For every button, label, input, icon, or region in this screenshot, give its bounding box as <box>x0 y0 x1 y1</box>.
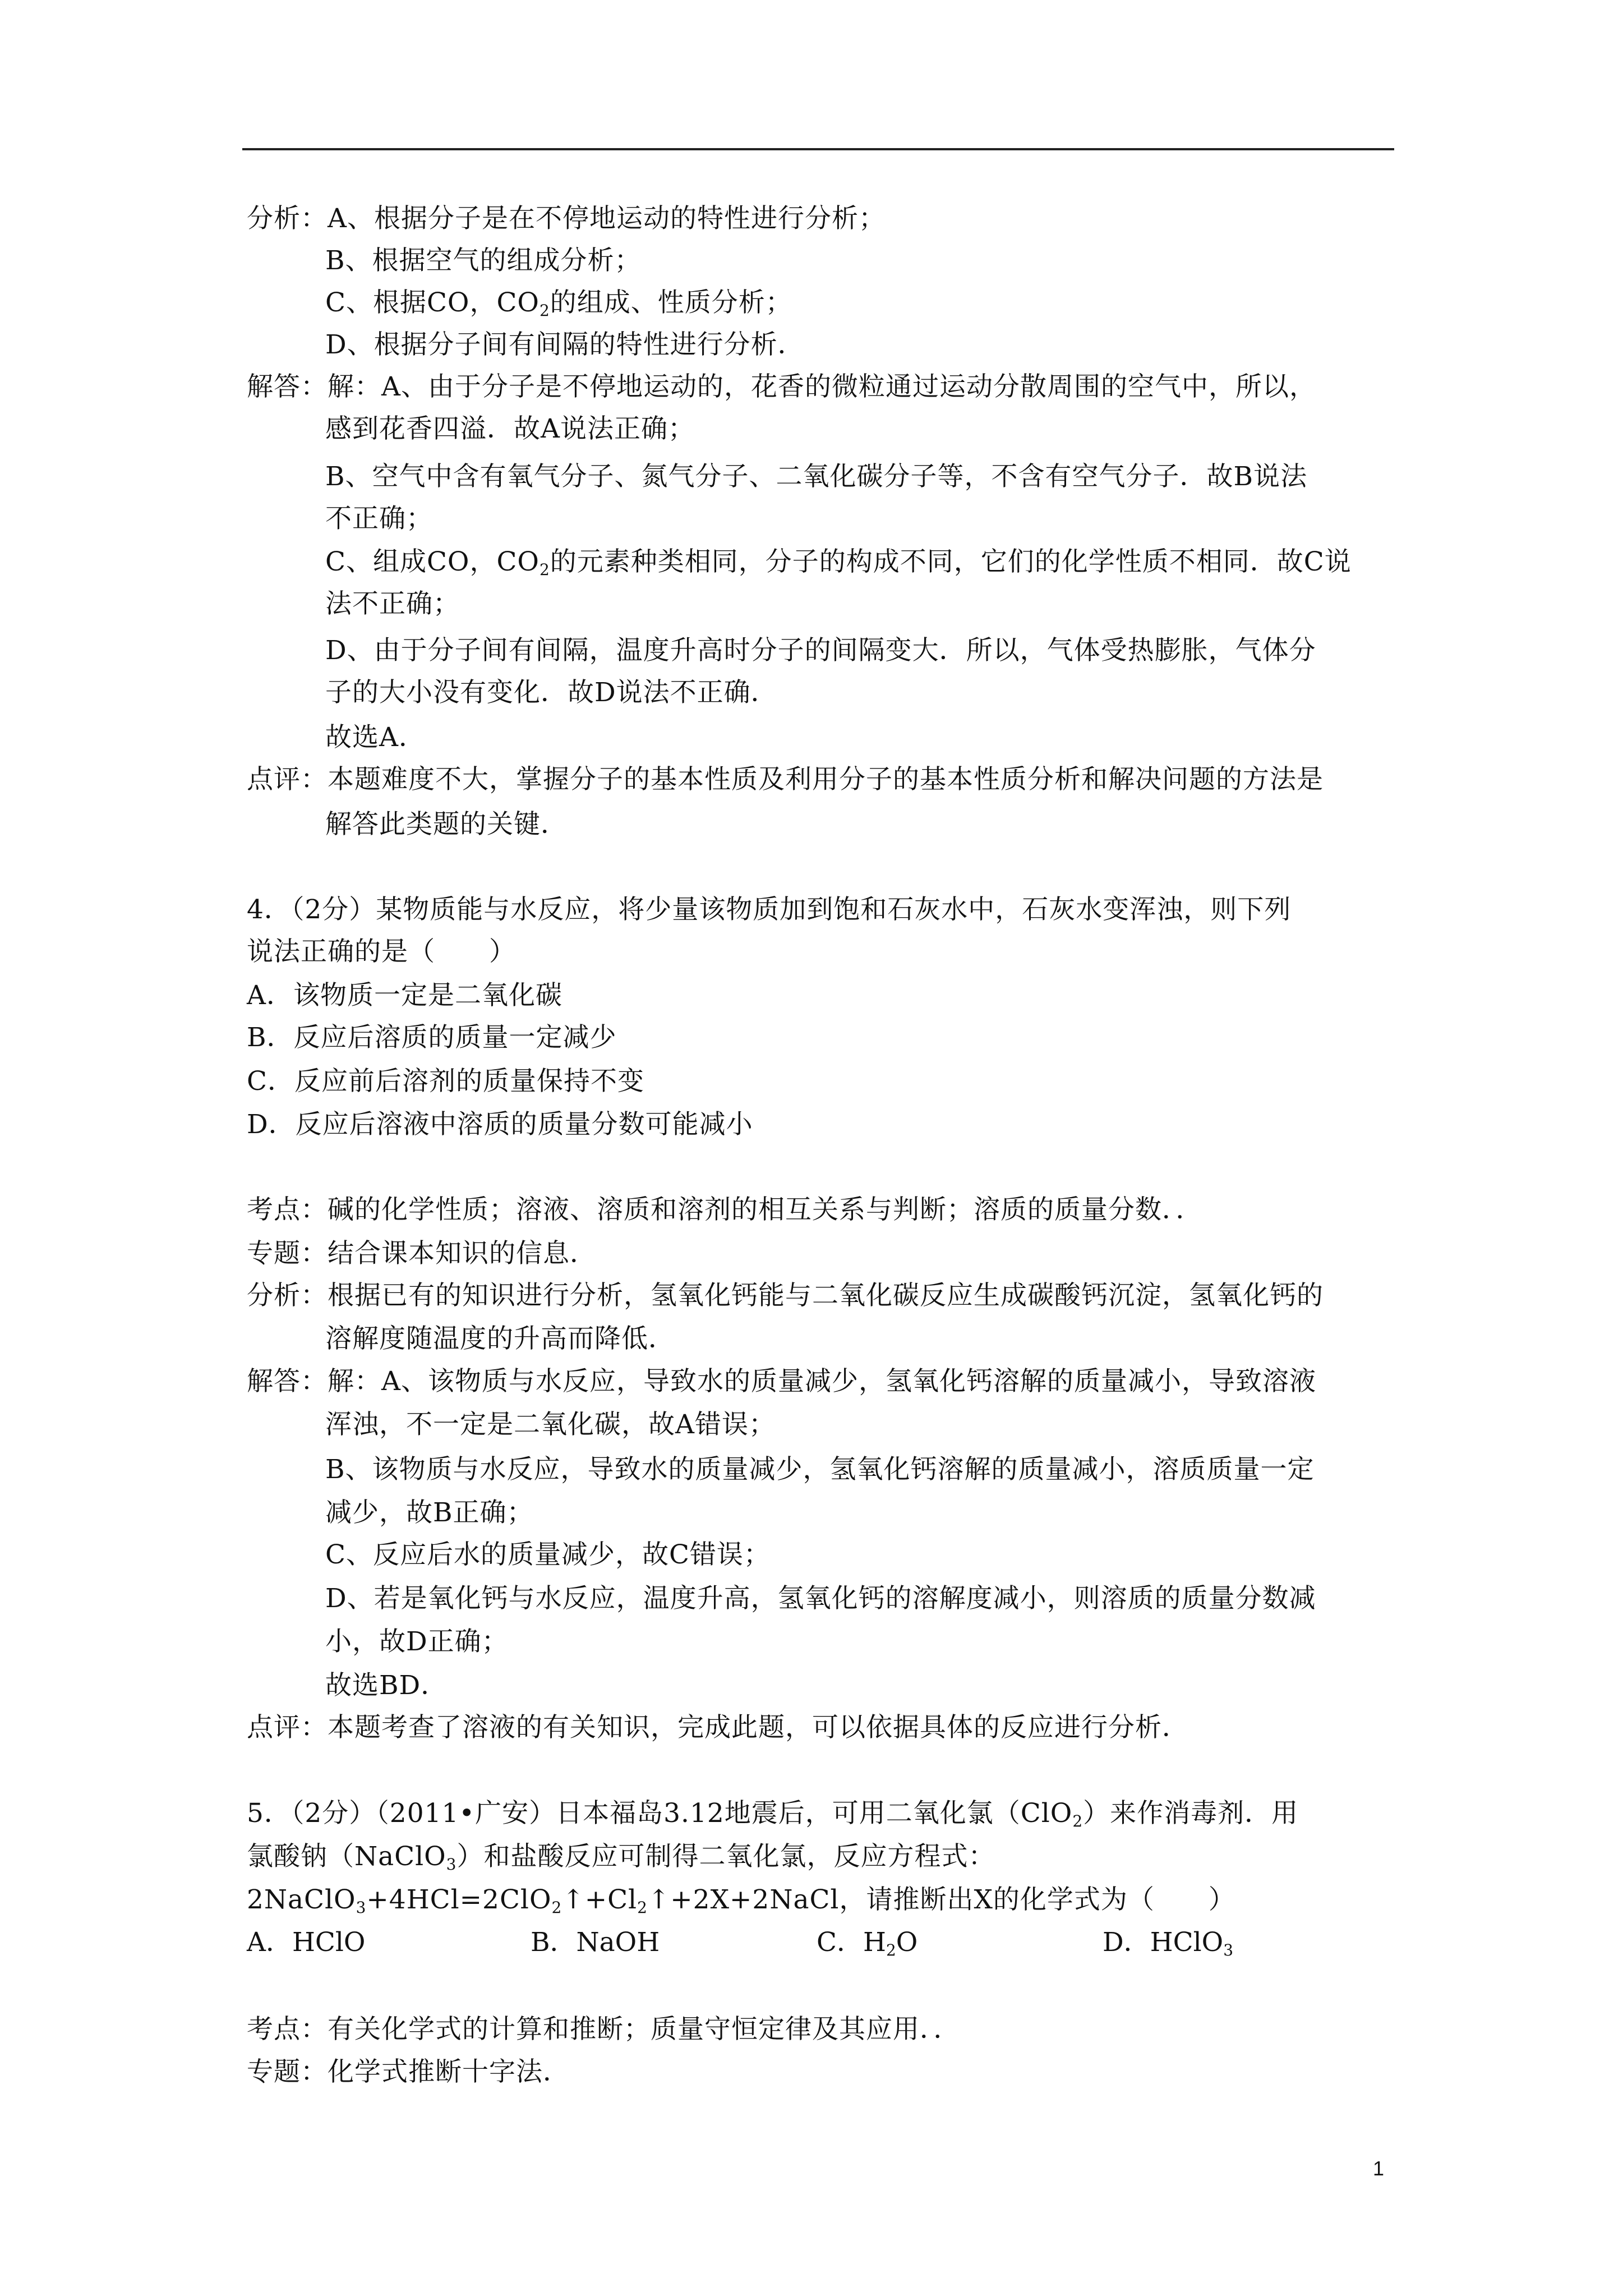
q5-kaodian: 考点：有关化学式的计算和推断；质量守恒定律及其应用．． <box>247 2014 961 2045</box>
q3-analysis-line: C、根据CO，$CO_2$的组成、性质分析； <box>325 287 792 320</box>
q3-solution-line: 法不正确； <box>325 588 460 619</box>
q5-zhuanti: 专题：化学式推断十字法． <box>247 2056 570 2087</box>
q4-analysis-line: 溶解度随温度的升高而降低． <box>325 1323 675 1354</box>
q4-option-a: A．该物质一定是二氧化碳 <box>247 980 562 1011</box>
q4-option-c: C．反应前后溶剂的质量保持不变 <box>247 1066 644 1097</box>
q4-solution-line: D、若是氧化钙与水反应，温度升高，氢氧化钙的溶解度减小，则溶质的质量分数减 <box>325 1583 1316 1614</box>
q4-analysis-line: 分析：根据已有的知识进行分析，氢氧化钙能与二氧化碳反应生成碳酸钙沉淀，氢氧化钙的 <box>247 1280 1324 1311</box>
q3-comment-line: 点评：本题难度不大，掌握分子的基本性质及利用分子的基本性质分析和解决问题的方法是 <box>247 764 1324 795</box>
q3-analysis-line: B、根据空气的组成分析； <box>325 245 642 276</box>
q4-solution-line: 减少，故B正确； <box>325 1497 534 1528</box>
q5-option-d: D．HClO$_3$ <box>1103 1927 1234 1959</box>
q3-solution-line: 子的大小没有变化．故D说法不正确． <box>325 677 778 708</box>
header-rule <box>242 148 1394 150</box>
q4-solution-line: 浑浊，不一定是二氧化碳，故A错误； <box>325 1409 776 1440</box>
q5-option-c: C．$H_2O$ <box>817 1927 918 1959</box>
q3-solution-line: D、由于分子间有间隔，温度升高时分子的间隔变大．所以，气体受热膨胀，气体分 <box>325 635 1316 666</box>
q4-kaodian: 考点：碱的化学性质；溶液、溶质和溶剂的相互关系与判断；溶质的质量分数．． <box>247 1194 1203 1225</box>
q3-solution-line: 解答：解：A、由于分子是不停地运动的，花香的微粒通过运动分散周围的空气中，所以， <box>247 371 1316 402</box>
page-number: 1 <box>1373 2157 1385 2180</box>
q3-analysis-line: 分析：A、根据分子是在不停地运动的特性进行分析； <box>247 203 886 234</box>
q4-option-d: D．反应后溶液中溶质的质量分数可能减小 <box>247 1109 753 1140</box>
q3-solution-line: B、空气中含有氧气分子、氮气分子、二氧化碳分子等，不含有空气分子．故B说法 <box>325 461 1308 492</box>
q3-solution-line: 不正确； <box>325 503 433 534</box>
q5-option-b: B．NaOH <box>531 1927 660 1958</box>
q4-solution-line: 小，故D正确； <box>325 1626 509 1657</box>
q5-equation: $2NaClO_3+4HCl=2ClO_2↑+Cl_2↑+2X+2NaCl$，请推断出X的化学式为（ ） <box>247 1884 1235 1917</box>
q4-solution-line: 解答：解：A、该物质与水反应，导致水的质量减少，氢氧化钙溶解的质量减小，导致溶液 <box>247 1366 1316 1397</box>
q3-analysis-line: D、根据分子间有间隔的特性进行分析． <box>325 329 805 360</box>
q4-solution-line: 故选BD． <box>325 1670 448 1701</box>
q4-comment: 点评：本题考查了溶液的有关知识，完成此题，可以依据具体的反应进行分析． <box>247 1712 1189 1743</box>
q5-stem-line: 5．（2分）（2011•广安）日本福岛3.12地震后，可用二氧化氯（ClO$_2$）来作消毒剂．用 <box>247 1798 1299 1830</box>
q3-solution-line: 故选A． <box>325 722 426 753</box>
q4-zhuanti: 专题：结合课本知识的信息． <box>247 1238 597 1269</box>
q4-option-b: B．反应后溶质的质量一定减少 <box>247 1022 617 1053</box>
q5-stem-line: 氯酸钠（NaClO$_3$）和盐酸反应可制得二氧化氯，反应方程式： <box>247 1841 995 1874</box>
q4-solution-line: C、反应后水的质量减少，故C错误； <box>325 1539 771 1570</box>
q4-stem-line: 4．（2分）某物质能与水反应，将少量该物质加到饱和石灰水中，石灰水变浑浊，则下列 <box>247 894 1292 925</box>
q3-solution-line: 感到花香四溢．故A说法正确； <box>325 413 695 444</box>
q5-option-a: A．HClO <box>247 1927 366 1958</box>
q3-solution-line: C、组成CO，$CO_2$的元素种类相同，分子的构成不同，它们的化学性质不相同．故C说 <box>325 546 1352 579</box>
q3-comment-line: 解答此类题的关键． <box>325 809 568 840</box>
q4-stem-line: 说法正确的是（ ） <box>247 936 516 967</box>
q4-solution-line: B、该物质与水反应，导致水的质量减少，氢氧化钙溶解的质量减小，溶质质量一定 <box>325 1454 1315 1485</box>
